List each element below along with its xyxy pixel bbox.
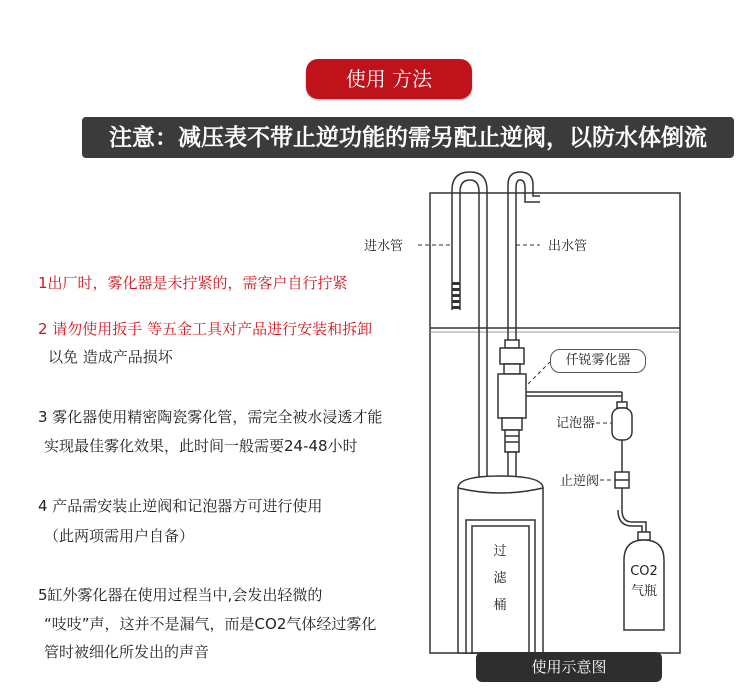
check-valve-label: 止逆阀 [560, 474, 600, 489]
inlet-pipe [452, 172, 487, 482]
inlet-strainer [452, 282, 460, 309]
svg-text:桶: 桶 [493, 598, 507, 613]
step-4-line-1: 4 产品需安装止逆阀和记泡器方可进行使用 [38, 497, 323, 515]
check-valve [615, 472, 629, 488]
co2-cylinder-label-2: 气瓶 [630, 584, 658, 599]
svg-text:滤: 滤 [493, 571, 507, 586]
atomizer-label: 仟锐雾化器 [550, 349, 646, 373]
bubble-counter-label: 记泡器 [556, 416, 596, 431]
notice-bar: 注意：减压表不带止逆功能的需另配止逆阀，以防水体倒流 [82, 117, 734, 158]
step-2-line-2: 以免 造成产品损坏 [48, 348, 173, 366]
filter-canister-label [493, 543, 507, 613]
bubble-counter [612, 402, 632, 440]
co2-cylinder [624, 532, 664, 630]
step-5-line-1: 5缸外雾化器在使用过程当中,会发出轻微的 [38, 586, 323, 604]
inlet-pipe-label: 进水管 [364, 239, 404, 254]
outlet-pipe-label: 出水管 [548, 239, 588, 254]
co2-cylinder-label-1: CO2 [630, 564, 658, 579]
outlet-pipe [508, 172, 540, 340]
step-5-line-2: “吱吱”声，这并不是漏气，而是CO2气体经过雾化 [44, 615, 377, 633]
title-badge: 使用 方法 [306, 59, 472, 99]
filter-canister [458, 476, 543, 653]
step-1-line-1: 1出厂时，雾化器是未拧紧的，需客户自行拧紧 [38, 274, 348, 292]
step-5-line-3: 管时被细化所发出的声音 [44, 643, 210, 661]
step-3-line-2: 实现最佳雾化效果，此时间一般需要24-48小时 [44, 437, 358, 455]
step-3-line-1: 3 雾化器使用精密陶瓷雾化管，需完全被水浸透才能 [38, 408, 383, 426]
svg-text:过: 过 [493, 544, 507, 559]
diagram-caption: 使用示意图 [476, 652, 662, 682]
step-4-line-2: （此两项需用户自备） [44, 527, 195, 545]
step-2-line-1: 2 请勿使用扳手 等五金工具对产品进行安装和拆卸 [38, 320, 373, 338]
atomizer [498, 340, 526, 482]
